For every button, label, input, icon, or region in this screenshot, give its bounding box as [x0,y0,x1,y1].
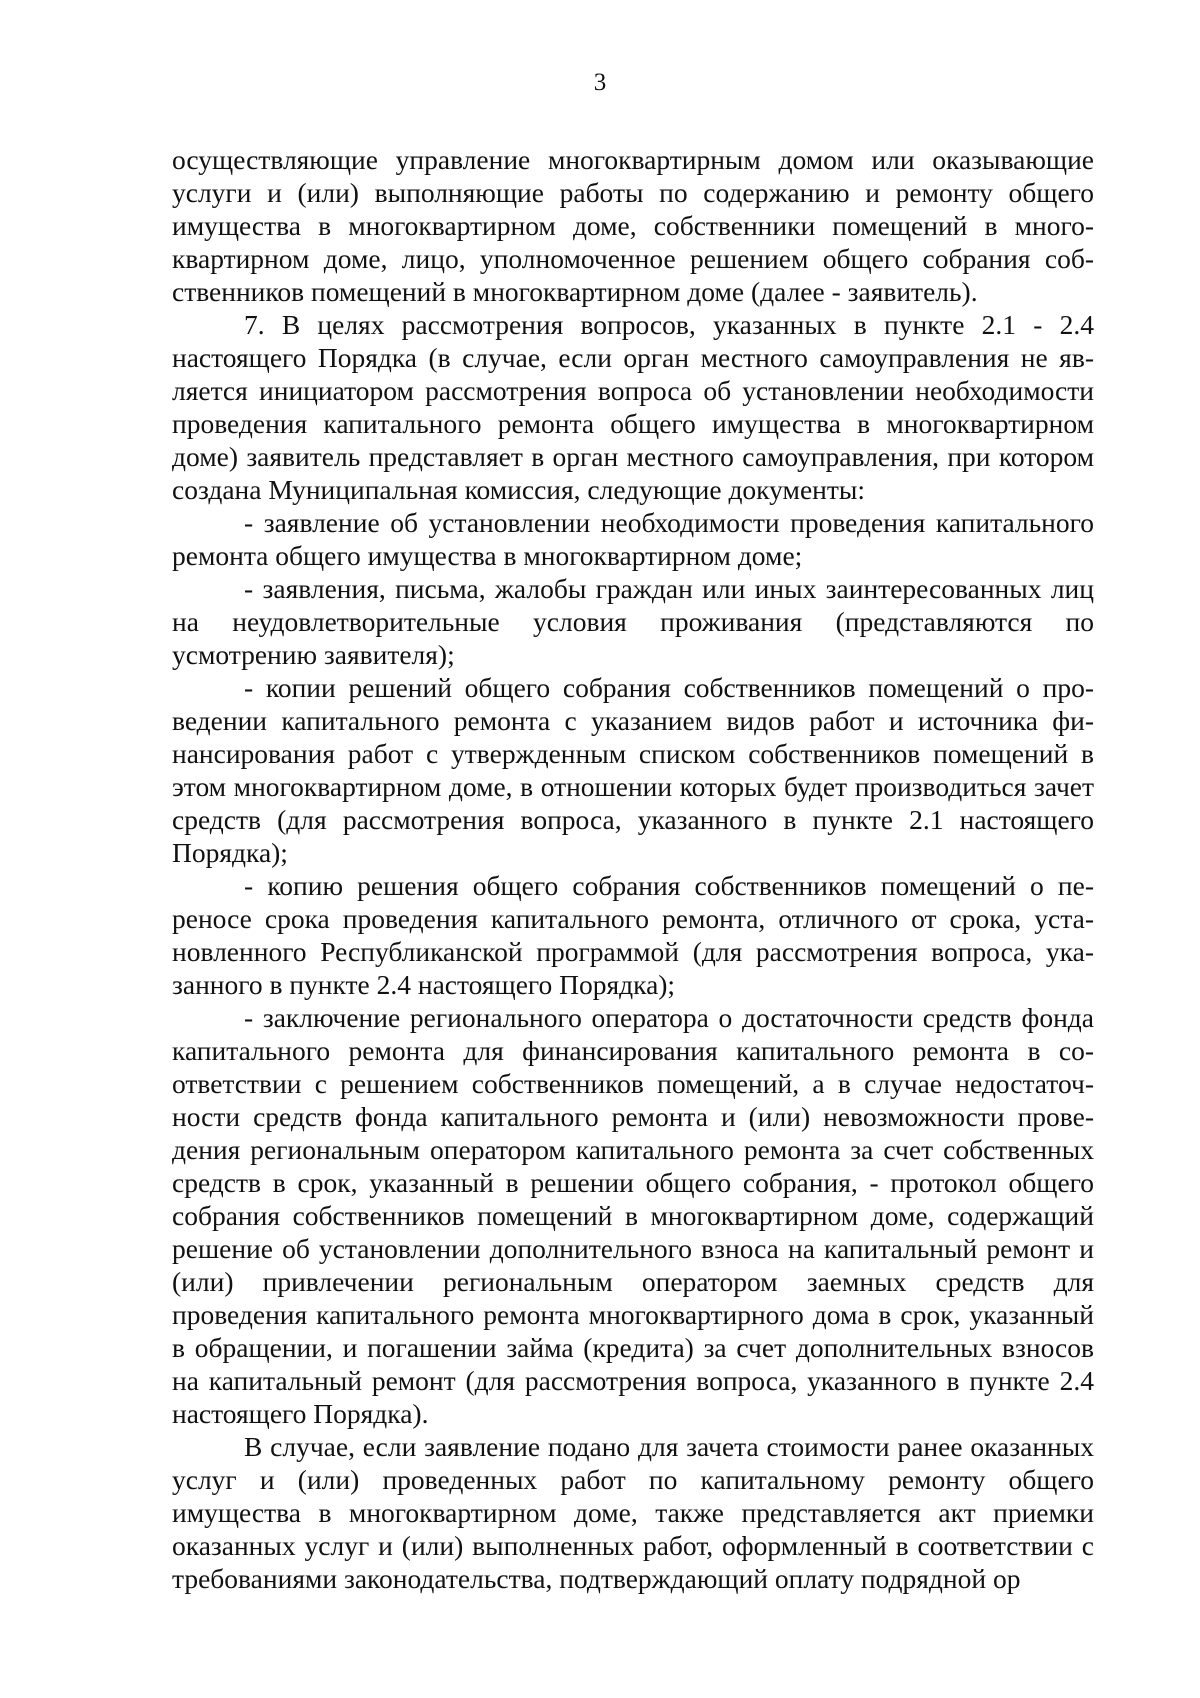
list-item-postponement-decision: - копию решения общего собрания собственников помещений о переносе срока проведения капитального ремонта, отличного от срока, установленного Республиканской программой (для рассмотрения вопроса, указанного в пункте 2.4 настоящего Порядка); [172,870,1094,1000]
list-item-complaints: - заявления, письма, жалобы граждан или иных заинтересованных лиц на неудовлетворительные условия проживания (представляются по усмотрению заявителя); [172,573,1094,670]
paragraph-acceptance-act: В случае, если заявление подано для зачета стоимости ранее оказанных услуг и (или) проведенных работ по капитальному ремонту общего имущества в многоквартирном доме, также представляется акт приемки оказанных услуг и (или) выполненных работ, оформленный в соответствии с требованиями законодательства, подтверждающий оплату подрядной ор [172,1431,1094,1594]
list-item-operator-conclusion: - заключение регионального оператора о достаточности средств фонда капитального ремонта для финансирования капитального ремонта в соответствии с решением собственников помещений, а в случае недостаточности средств фонда капитального ремонта и (или) невозможности проведения региональным оператором капитального ремонта за счет собственных средств в срок, указанный в решении общего собрания, - протокол общего собрания собственников помещений в многоквартирном доме, содержащий решение об установлении дополнительного взноса на капитальный ремонт и (или) привлечении региональным оператором заемных средств для проведения капитального ремонта многоквартирного дома в срок, указанный в обращении, и погашении займа (кредита) за счет дополнительных взносов на капитальный ремонт (для рассмотрения вопроса, указанного в пункте 2.4 настоящего Порядка). [172,1002,1094,1429]
page-number: 3 [593,69,607,96]
document-body [172,143,1094,1595]
paragraph-item-7: 7. В целях рассмотрения вопросов, указанных в пункте 2.1 - 2.4 настоящего Порядка (в случае, если орган местного самоуправления не является инициатором рассмотрения вопроса об установлении необходимости проведения капитального ремонта общего имущества в многоквартирном доме) заявитель представляет в орган местного самоуправления, при котором создана Муниципальная комиссия, следующие документы: [172,309,1094,505]
paragraph-continuation: осуществляющие управление многоквартирным домом или оказывающие услуги и (или) выполняющие работы по содержанию и ремонту общего имущества в многоквартирном доме, собственники помещений в многоквартирном доме, лицо, уполномоченное решением общего собрания собственников помещений в многоквартирном доме (далее - заявитель). [172,144,1094,307]
list-item-meeting-decisions: - копии решений общего собрания собственников помещений о проведении капитального ремонта с указанием видов работ и источника финансирования работ с утвержденным списком собственников помещений в этом многоквартирном доме, в отношении которых будет производиться зачет средств (для рассмотрения вопроса, указанного в пункте 2.1 настоящего Порядка); [172,672,1094,868]
list-item-application: - заявление об установлении необходимости проведения капитального ремонта общего имущества в многоквартирном доме; [172,507,1094,571]
